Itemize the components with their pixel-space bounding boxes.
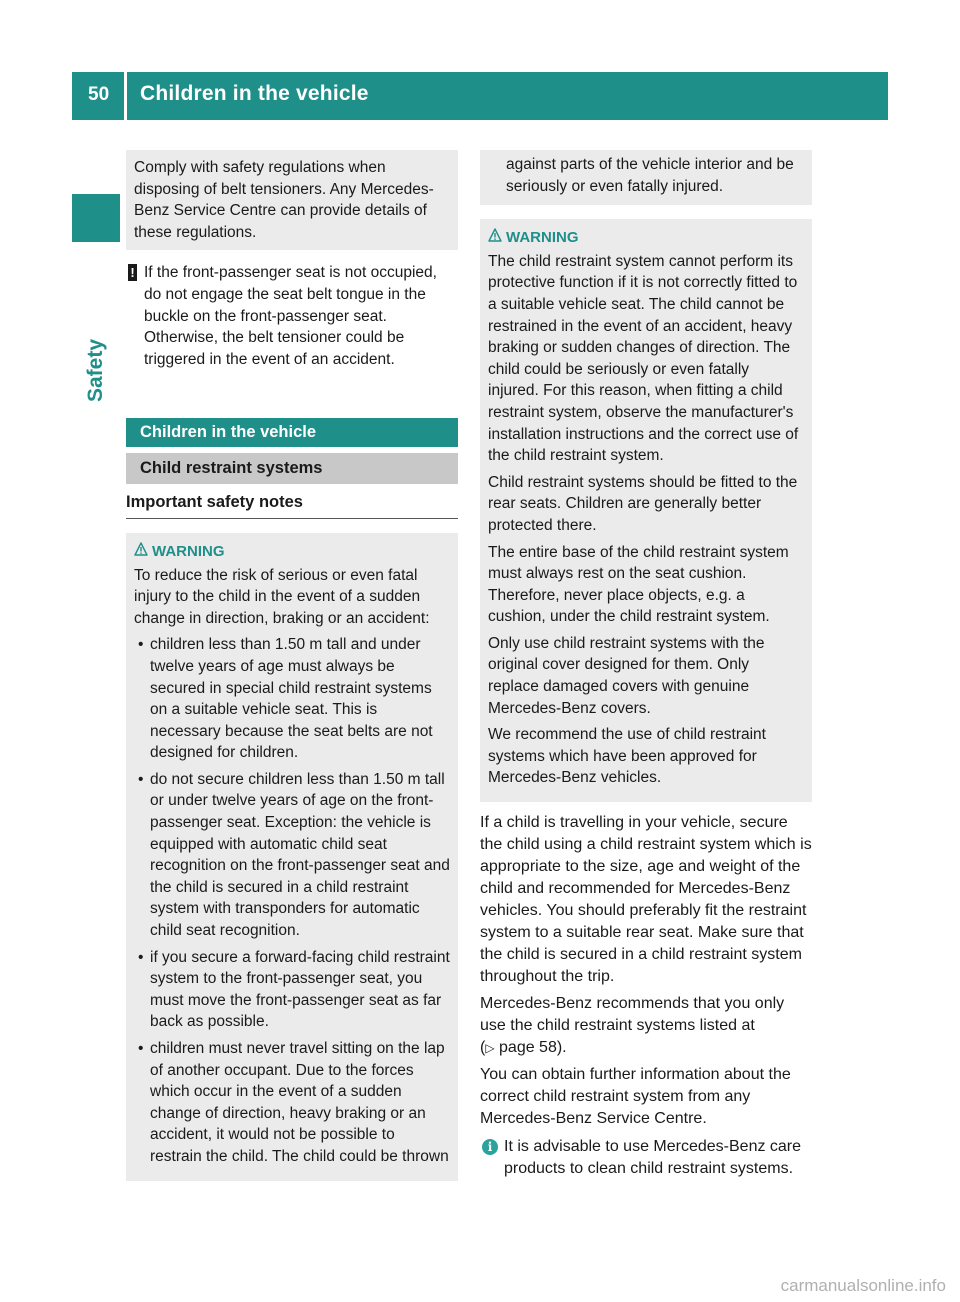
watermark: carmanualsonline.info [780,1276,946,1295]
warning-label [488,227,804,249]
warning-intro: To reduce the risk of serious or even fatal injury to the child in the event of a sudden change in direction, braking or an accident: [134,566,430,627]
warning-paragraph: We recommend the use of child restraint systems which have been approved for Mercedes-Benz vehicles. [488,726,766,787]
page-reference-link[interactable]: page 58). [499,1039,567,1057]
section-title: Children in the vehicle [126,418,458,447]
info-note-text: It is advisable to use Mercedes-Benz care products to clean child restraint systems. [504,1138,802,1178]
warning-paragraph: Only use child restraint systems with the original cover designed for them. Only replace damaged covers with genuine Mercedes-Benz covers. [488,634,765,717]
warning-triangle-icon [134,542,148,556]
intro-text: Comply with safety regulations when disposing of belt tensioners. Any Mercedes-Benz Service Centre can provide details of these regulations. [134,159,434,241]
note-item [126,262,458,370]
right-column [480,150,812,1180]
topic-heading: Important safety notes [126,492,458,519]
note-text: If the front-passenger seat is not occupied, do not engage the seat belt tongue in the buckle on the front-passenger seat. Otherwise, the belt tensioner could be triggered in the event of an accident. [144,264,437,368]
recommend-paragraph [480,993,812,1059]
info-icon: i [482,1139,498,1155]
further-info: You can obtain further information about the correct child restraint system from any Mercedes-Benz Service Centre. [480,1066,791,1128]
warning-paragraph: The entire base of the child restraint system must always rest on the seat cushion. Therefore, never place objects, e.g. a cushion, under the child restraint system. [488,543,789,626]
ref-open: ( [480,1039,486,1057]
header-divider [124,72,127,120]
running-title: Children in the vehicle [140,82,369,105]
warning-bullet: • children less than 1.50 m tall and under twelve years of age must always be secured in special child restraint systems on a suitable vehicle seat. This is necessary because the seat belts are not designed for children. [134,634,450,764]
body-paragraph: If a child is travelling in your vehicle, secure the child using a child restraint system which is appropriate to the size, age and weight of the child and recommended for Mercedes-Benz vehicles. You should preferably fit the restraint system to a suitable rear seat. Make sure that the child is secured in a child restraint system throughout the trip. [480,814,812,986]
warning-bullet: • if you secure a forward-facing child restraint system to the front-passenger seat, you must move the front-passenger seat as far back as possible. [134,947,450,1033]
warning-box [480,219,812,802]
left-column [126,150,458,1181]
warning-label-text: WARNING [506,229,579,247]
side-marker [72,194,120,242]
info-note [480,1136,812,1180]
triangle-right-icon: ▷ [485,1041,495,1056]
page-number: 50 [88,84,110,105]
recommend-text: Mercedes-Benz recommends that you only use the child restraint systems listed at [480,995,785,1035]
warning-paragraph: Child restraint systems should be fitted to the rear seats. Children are generally better protected there. [488,473,798,534]
side-tab [84,322,114,402]
exclamation-mark-icon: ! [128,264,137,281]
warning-bullet: • do not secure children less than 1.50 m tall or under twelve years of age on the front-passenger seat. Exception: the vehicle is equipped with automatic child seat recognition on the front-passenger seat and the child is secured in a child restraint system with transponders for automatic child seat recognition. [134,769,450,942]
continued-text: against parts of the vehicle interior and be seriously or even fatally injured. [506,156,794,195]
warning-label-text: WARNING [152,542,225,560]
warning-bullet: • children must never travel sitting on the lap of another occupant. Due to the forces which occur in the event of a sudden change of direction, heavy braking or an accident, it would not be possible to restrain the child. The child could be thrown [134,1038,450,1168]
subsection-title: Child restraint systems [126,453,458,484]
warning-label [134,541,450,563]
side-tab-label: Safety [84,338,107,402]
warning-triangle-icon [488,228,502,242]
body-text [480,812,812,1130]
intro-box [126,150,458,250]
continued-box [480,150,812,205]
warning-box [126,533,458,1181]
warning-paragraph: The child restraint system cannot perform its protective function if it is not correctly fitted to a suitable vehicle seat. The child cannot be restrained in the event of an accident, heavy braking or sudden changes of direction. The child could be seriously or even fatally injured. For this reason, when fitting a child restraint system, observe the manufacturer's installation instructions and the correct use of the child restraint system. [488,252,799,465]
